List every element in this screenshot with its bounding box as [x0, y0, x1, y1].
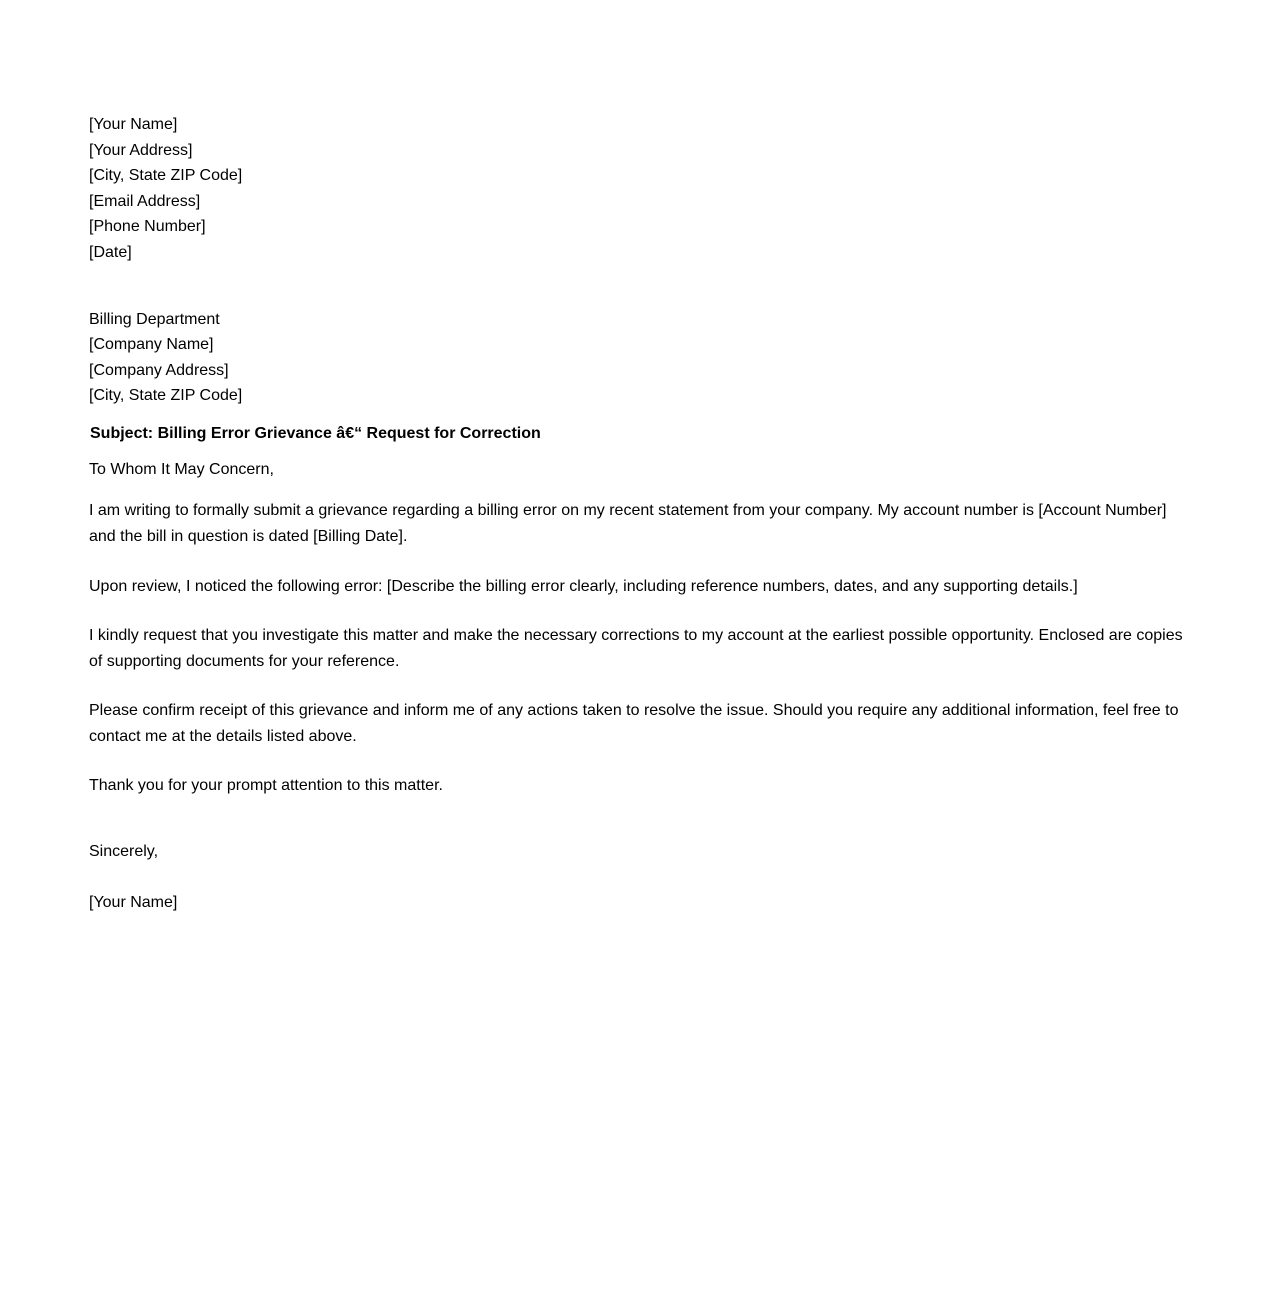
recipient-company-name: [Company Name]	[89, 336, 214, 354]
subject-line: Subject: Billing Error Grievance â€“ Request for Correction	[90, 424, 541, 442]
signature-name: [Your Name]	[89, 893, 178, 911]
salutation: To Whom It May Concern,	[89, 460, 274, 478]
recipient-address-block	[89, 307, 1189, 409]
recipient-city-state-zip: [City, State ZIP Code]	[89, 387, 243, 405]
body-paragraph-intro: I am writing to formally submit a grievance regarding a billing error on my recent statement from your company. My account number is [Account Number] and the bill in question is dated [Billing Date].	[89, 501, 1167, 545]
sender-name: [Your Name]	[89, 116, 178, 133]
recipient-department: Billing Department	[89, 310, 220, 328]
body-paragraph-request: I kindly request that you investigate this matter and make the necessary corrections to my account at the earliest possible opportunity. Enclosed are copies of supporting documents for your reference.	[89, 626, 1183, 670]
closing: Sincerely,	[89, 842, 159, 860]
body-paragraph-thanks: Thank you for your prompt attention to this matter.	[89, 776, 443, 794]
body-paragraph-confirmation: Please confirm receipt of this grievance and inform me of any actions taken to resolve the issue. Should you require any additional information, feel free to contact me at the details listed above.	[89, 701, 1179, 745]
sender-city-state-zip: [City, State ZIP Code]	[89, 167, 243, 185]
letter-date: [Date]	[89, 243, 132, 261]
sender-address-block	[89, 112, 1189, 266]
sender-email: [Email Address]	[89, 192, 201, 210]
sender-address: [Your Address]	[89, 141, 193, 159]
sender-phone: [Phone Number]	[89, 218, 206, 236]
letter	[89, 112, 1189, 916]
body-paragraph-error-description: Upon review, I noticed the following error: [Describe the billing error clearly, including reference numbers, dates, and any supporting details.]	[89, 577, 1078, 595]
recipient-company-address: [Company Address]	[89, 361, 229, 379]
